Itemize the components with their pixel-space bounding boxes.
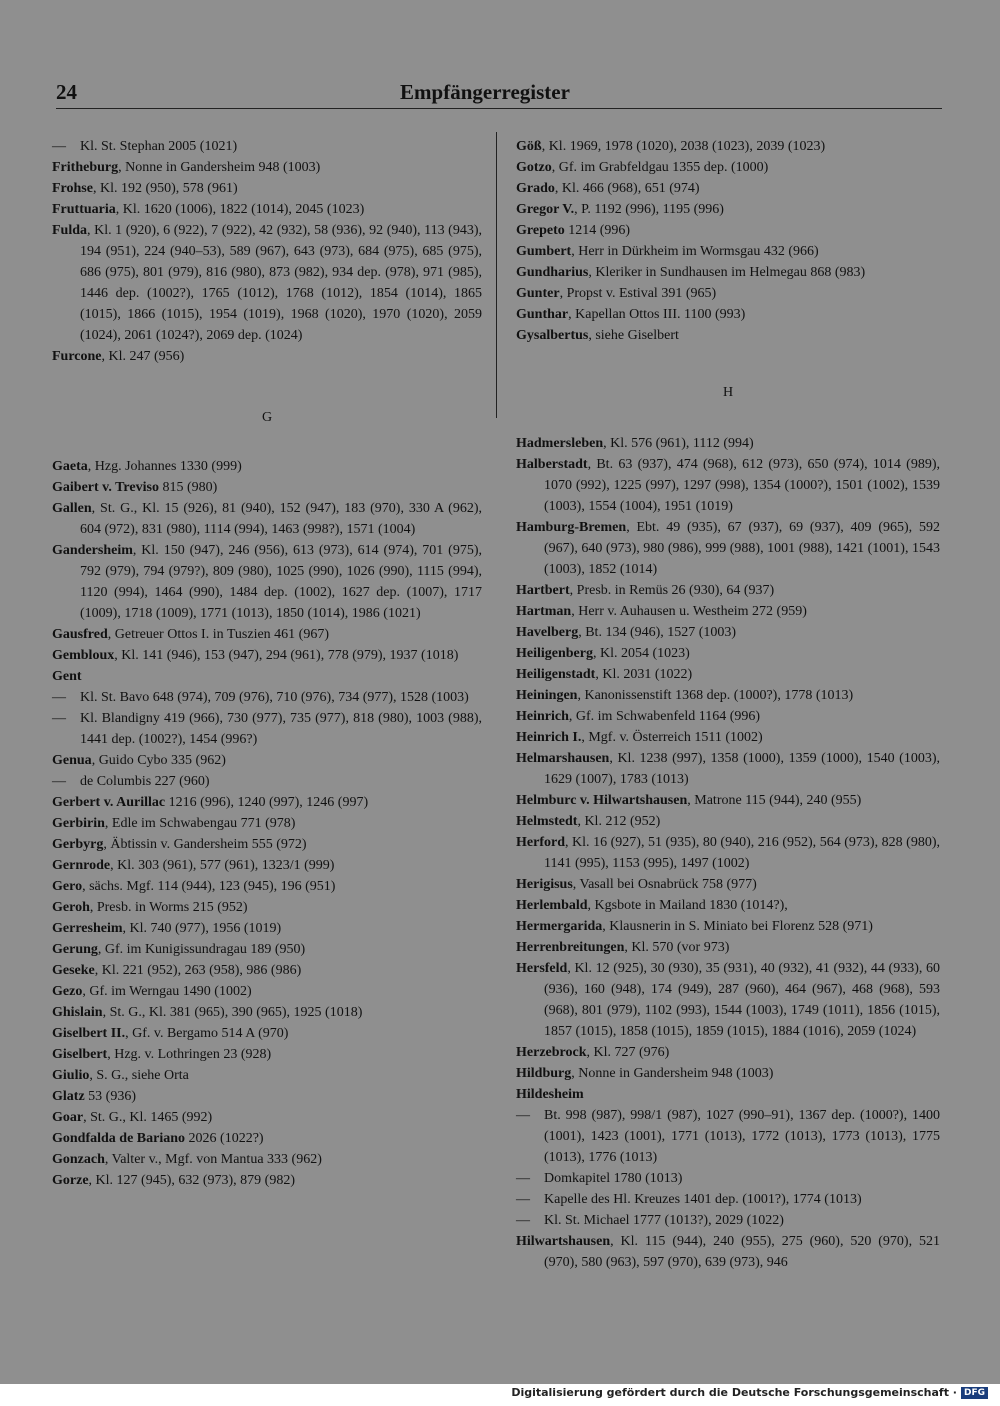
- entry-headword: Helmburc v. Hilwartshausen: [516, 793, 688, 808]
- entry-headword: Gunthar: [516, 307, 569, 322]
- entry-dash: —: [52, 139, 66, 154]
- entry-headword: Furcone: [52, 349, 102, 364]
- register-entry: [52, 981, 482, 1002]
- register-entry: [516, 220, 940, 241]
- entry-text: , St. G., Kl. 15 (926), 81 (940), 152 (947), 183 (970), 330 A (962), 604 (972), 831 (980), 1114 (994), 1463 (998?), 1571 (1004): [80, 501, 482, 537]
- entry-headword: Heinrich: [516, 709, 569, 724]
- register-entry: [516, 1084, 940, 1105]
- register-entry: [52, 960, 482, 981]
- entry-headword: Fruttuaria: [52, 202, 116, 217]
- entry-text: , Kl. 727 (976): [586, 1045, 670, 1060]
- entry-headword: Gunter: [516, 286, 560, 301]
- g-entries: [52, 456, 482, 1191]
- entry-headword: Hamburg-Bremen: [516, 520, 627, 535]
- entry-headword: Heinrich I.: [516, 730, 582, 745]
- entry-text: , Valter v., Mgf. von Mantua 333 (962): [104, 1152, 322, 1167]
- entry-headword: Hildesheim: [516, 1087, 584, 1102]
- register-entry: [52, 771, 482, 792]
- entry-text: 815 (980): [158, 480, 218, 495]
- entry-headword: Gernrode: [52, 858, 111, 873]
- entry-text: , Kl. 150 (947), 246 (956), 613 (973), 614 (974), 701 (975), 792 (979), 794 (979?), 809 (980), 1025 (990), 1026 (990), 1115 (994), 1120 (994), 1464 (990), 1484 dep. (1002), 1627 dep. (1007), 1717 (1009), 1718 (1009), 1771 (1013), 1850 (1014), 1986 (1021): [80, 543, 482, 621]
- entry-text: , Kl. 127 (945), 632 (973), 879 (982): [88, 1173, 296, 1188]
- page-title: Empfängerregister: [400, 80, 570, 104]
- right-column: [516, 136, 940, 1273]
- register-entry: [52, 1002, 482, 1023]
- entry-headword: Helmstedt: [516, 814, 578, 829]
- entry-text: , Äbtissin v. Gandersheim 555 (972): [103, 837, 307, 852]
- register-entry: [516, 643, 940, 664]
- entry-headword: Heiligenberg: [516, 646, 593, 661]
- entry-text: , Guido Cybo 335 (962): [91, 753, 226, 768]
- entry-headword: Goar: [52, 1110, 84, 1125]
- left-top-entries: [52, 136, 482, 367]
- entry-headword: Hartman: [516, 604, 572, 619]
- register-entry: [52, 1149, 482, 1170]
- entry-headword: Giselbert II.: [52, 1026, 126, 1041]
- register-entry: [52, 498, 482, 540]
- entry-text: , Kl. 466 (968), 651 (974): [554, 181, 700, 196]
- entry-text: , Kgsbote in Mailand 1830 (1014?),: [587, 898, 788, 913]
- register-entry: [516, 454, 940, 517]
- section-letter-h: H: [722, 385, 734, 400]
- register-entry: [52, 939, 482, 960]
- register-entry: [52, 1065, 482, 1086]
- entry-dash: —: [516, 1213, 530, 1228]
- entry-text: , Kl. 141 (946), 153 (947), 294 (961), 778 (979), 1937 (1018): [114, 648, 459, 663]
- entry-text: , Bt. 63 (937), 474 (968), 612 (973), 650 (974), 1014 (989), 1070 (992), 1225 (997), 1297 (998), 1354 (1000?), 1501 (1002), 1539 (1003), 1554 (1004), 1951 (1019): [544, 457, 940, 514]
- section-letter-g: G: [261, 410, 273, 425]
- entry-text: , Vasall bei Osnabrück 758 (977): [572, 877, 757, 892]
- register-entry: [516, 178, 940, 199]
- entry-text: , Kl. 115 (944), 240 (955), 275 (960), 520 (970), 521 (970), 580 (963), 597 (970), 639 (973), 946: [544, 1234, 940, 1270]
- register-entry: [516, 895, 940, 916]
- register-entry: [516, 1063, 940, 1084]
- entry-text: , Kl. 1620 (1006), 1822 (1014), 2045 (1023): [115, 202, 365, 217]
- register-entry: [52, 346, 482, 367]
- entry-headword: Herzebrock: [516, 1045, 587, 1060]
- entry-headword: Giulio: [52, 1068, 90, 1083]
- register-entry: [52, 645, 482, 666]
- entry-text: , Kl. 1238 (997), 1358 (1000), 1359 (1000), 1540 (1003), 1629 (1007), 1783 (1013): [544, 751, 940, 787]
- entry-headword: Grepeto: [516, 223, 565, 238]
- entry-text: , Hzg. Johannes 1330 (999): [87, 459, 242, 474]
- entry-headword: Giselbert: [52, 1047, 108, 1062]
- register-entry: [52, 477, 482, 498]
- register-entry: [516, 601, 940, 622]
- entry-text: , Kl. 12 (925), 30 (930), 35 (931), 40 (932), 41 (932), 44 (933), 60 (936), 160 (948), 174 (949), 287 (960), 464 (967), 468 (968), 593 (968), 801 (979), 1102 (993), 1544 (1003), 1749 (1011), 1856 (1015), 1857 (1015), 1858 (1015), 1859 (1015), 1884 (1016), 2059 (1024): [544, 961, 940, 1039]
- register-entry: [516, 304, 940, 325]
- h-entries: [516, 433, 940, 1273]
- entry-text: Domkapitel 1780 (1013): [544, 1171, 683, 1186]
- entry-text: , Kl. 192 (950), 578 (961): [92, 181, 238, 196]
- right-top-entries: [516, 136, 940, 346]
- register-entry: [52, 1086, 482, 1107]
- entry-headword: Gondfalda de Bariano: [52, 1131, 186, 1146]
- entry-text: , Kl. 303 (961), 577 (961), 1323/1 (999): [110, 858, 335, 873]
- entry-headword: Gregor V.: [516, 202, 575, 217]
- entry-headword: Hilwartshausen: [516, 1234, 611, 1249]
- entry-text: , St. G., Kl. 381 (965), 390 (965), 1925 (1018): [102, 1005, 363, 1020]
- entry-text: , Gf. v. Bergamo 514 A (970): [125, 1026, 289, 1041]
- entry-text: , Gf. im Werngau 1490 (1002): [82, 984, 252, 999]
- register-entry: [516, 1168, 940, 1189]
- entry-text: , Kl. 2031 (1022): [595, 667, 693, 682]
- entry-text: , St. G., Kl. 1465 (992): [83, 1110, 213, 1125]
- register-entry: [516, 916, 940, 937]
- entry-headword: Gotzo: [516, 160, 552, 175]
- header-rule: [56, 108, 942, 109]
- entry-dash: —: [516, 1192, 530, 1207]
- register-entry: [52, 813, 482, 834]
- entry-headword: Grado: [516, 181, 555, 196]
- entry-text: Kl. St. Bavo 648 (974), 709 (976), 710 (976), 734 (977), 1528 (1003): [80, 690, 469, 705]
- entry-dash: —: [52, 774, 66, 789]
- footer-text: Digitalisierung gefördert durch die Deutsche Forschungsgemeinschaft ·: [511, 1386, 957, 1399]
- page-number: 24: [56, 80, 77, 104]
- entry-text: , Kl. 212 (952): [577, 814, 661, 829]
- register-entry: [516, 622, 940, 643]
- entry-headword: Gorze: [52, 1173, 89, 1188]
- register-entry: [516, 664, 940, 685]
- entry-text: , Presb. in Remüs 26 (930), 64 (937): [569, 583, 775, 598]
- register-entry: [52, 1107, 482, 1128]
- entry-text: , Ebt. 49 (935), 67 (937), 69 (937), 409 (965), 592 (967), 640 (973), 980 (986), 999 (988), 1001 (988), 1421 (1001), 1543 (1003), 1852 (1014): [544, 520, 940, 577]
- entry-headword: Geroh: [52, 900, 90, 915]
- register-entry: [52, 1128, 482, 1149]
- register-entry: [516, 685, 940, 706]
- entry-headword: Hildburg: [516, 1066, 572, 1081]
- register-entry: [52, 855, 482, 876]
- register-entry: [516, 433, 940, 454]
- entry-text: , Hzg. v. Lothringen 23 (928): [107, 1047, 272, 1062]
- register-entry: [52, 876, 482, 897]
- entry-headword: Hadmersleben: [516, 436, 604, 451]
- entry-text: , Kl. 221 (952), 263 (958), 986 (986): [94, 963, 302, 978]
- register-entry: [52, 1170, 482, 1191]
- entry-text: , Getreuer Ottos I. in Tuszien 461 (967): [107, 627, 330, 642]
- register-entry: [516, 958, 940, 1042]
- entry-headword: Geseke: [52, 963, 95, 978]
- entry-headword: Hartbert: [516, 583, 570, 598]
- entry-headword: Helmarshausen: [516, 751, 610, 766]
- register-entry: [52, 1023, 482, 1044]
- entry-dash: —: [52, 711, 66, 726]
- footer-credit: [511, 1386, 988, 1399]
- entry-text: de Columbis 227 (960): [80, 774, 210, 789]
- entry-text: 2026 (1022?): [185, 1131, 264, 1146]
- entry-headword: Gaibert v. Treviso: [52, 480, 159, 495]
- entry-text: , P. 1192 (996), 1195 (996): [574, 202, 724, 217]
- register-entry: [516, 580, 940, 601]
- entry-headword: Herlembald: [516, 898, 588, 913]
- register-entry: [516, 199, 940, 220]
- entry-headword: Heiligenstadt: [516, 667, 596, 682]
- register-entry: [516, 811, 940, 832]
- register-entry: [52, 178, 482, 199]
- entry-text: Kl. St. Stephan 2005 (1021): [80, 139, 238, 154]
- register-entry: [52, 157, 482, 178]
- entry-headword: Gundharius: [516, 265, 589, 280]
- entry-dash: —: [52, 690, 66, 705]
- entry-text: , sächs. Mgf. 114 (944), 123 (945), 196 (951): [82, 879, 336, 894]
- entry-text: , Gf. im Kunigissundragau 189 (950): [97, 942, 306, 957]
- entry-text: , Nonne in Gandersheim 948 (1003): [571, 1066, 774, 1081]
- entry-headword: Gallen: [52, 501, 92, 516]
- register-entry: [516, 241, 940, 262]
- entry-headword: Ghislain: [52, 1005, 103, 1020]
- entry-text: Kl. St. Michael 1777 (1013?), 2029 (1022): [544, 1213, 784, 1228]
- entry-text: , Mgf. v. Österreich 1511 (1002): [581, 730, 763, 745]
- register-entry: [516, 832, 940, 874]
- entry-text: , Herr v. Auhausen u. Westheim 272 (959): [571, 604, 807, 619]
- entry-headword: Gysalbertus: [516, 328, 589, 343]
- entry-headword: Herigisus: [516, 877, 573, 892]
- entry-headword: Frohse: [52, 181, 93, 196]
- entry-headword: Herrenbreitungen: [516, 940, 625, 955]
- entry-text: 1214 (996): [564, 223, 631, 238]
- entry-text: , Kl. 576 (961), 1112 (994): [603, 436, 754, 451]
- entry-headword: Gezo: [52, 984, 83, 999]
- register-entry: [516, 157, 940, 178]
- entry-text: , Gf. im Schwabenfeld 1164 (996): [568, 709, 761, 724]
- register-entry: [52, 897, 482, 918]
- entry-text: , Klausnerin in S. Miniato bei Florenz 528 (971): [602, 919, 873, 934]
- entry-headword: Heiningen: [516, 688, 578, 703]
- register-entry: [516, 517, 940, 580]
- entry-headword: Halberstadt: [516, 457, 588, 472]
- register-entry: [516, 790, 940, 811]
- entry-text: , Kleriker in Sundhausen im Helmegau 868 (983): [588, 265, 866, 280]
- column-rule: [496, 132, 497, 418]
- register-entry: [52, 199, 482, 220]
- entry-headword: Gent: [52, 669, 82, 684]
- entry-text: , Kl. 570 (vor 973): [624, 940, 730, 955]
- entry-text: , Herr in Dürkheim im Wormsgau 432 (966): [571, 244, 819, 259]
- entry-headword: Havelberg: [516, 625, 579, 640]
- entry-headword: Gandersheim: [52, 543, 133, 558]
- entry-text: Bt. 998 (987), 998/1 (987), 1027 (990–91), 1367 dep. (1000?), 1400 (1001), 1423 (1001), 1771 (1013), 1772 (1013), 1773 (1013), 1775 (1013), 1776 (1013): [544, 1108, 940, 1165]
- entry-text: 1216 (996), 1240 (997), 1246 (997): [165, 795, 369, 810]
- entry-headword: Gerresheim: [52, 921, 123, 936]
- entry-text: , Gf. im Grabfeldgau 1355 dep. (1000): [551, 160, 769, 175]
- left-column: [52, 136, 482, 1191]
- register-entry: [516, 1042, 940, 1063]
- entry-text: , Presb. in Worms 215 (952): [89, 900, 248, 915]
- entry-text: , S. G., siehe Orta: [89, 1068, 189, 1083]
- register-entry: [52, 666, 482, 687]
- entry-headword: Gembloux: [52, 648, 115, 663]
- register-entry: [52, 750, 482, 771]
- register-entry: [516, 325, 940, 346]
- register-entry: [516, 262, 940, 283]
- entry-headword: Gerbyrg: [52, 837, 104, 852]
- entry-headword: Hersfeld: [516, 961, 568, 976]
- entry-text: , Kl. 247 (956): [101, 349, 185, 364]
- register-entry: [52, 918, 482, 939]
- entry-text: , Kl. 2054 (1023): [593, 646, 690, 661]
- register-entry: [516, 136, 940, 157]
- entry-headword: Gerung: [52, 942, 98, 957]
- register-entry: [516, 727, 940, 748]
- entry-headword: Gausfred: [52, 627, 108, 642]
- entry-headword: Göß: [516, 139, 542, 154]
- entry-text: , Matrone 115 (944), 240 (955): [687, 793, 862, 808]
- entry-headword: Herford: [516, 835, 565, 850]
- entry-headword: Fritheburg: [52, 160, 119, 175]
- register-entry: [516, 748, 940, 790]
- entry-headword: Glatz: [52, 1089, 85, 1104]
- register-entry: [52, 456, 482, 477]
- entry-headword: Genua: [52, 753, 92, 768]
- entry-dash: —: [516, 1108, 530, 1123]
- register-entry: [516, 1189, 940, 1210]
- entry-headword: Gonzach: [52, 1152, 105, 1167]
- register-entry: [52, 624, 482, 645]
- register-entry: [516, 283, 940, 304]
- entry-text: 53 (936): [84, 1089, 136, 1104]
- entry-text: , Bt. 134 (946), 1527 (1003): [578, 625, 737, 640]
- register-entry: [516, 874, 940, 895]
- register-entry: [516, 1231, 940, 1273]
- entry-text: Kapelle des Hl. Kreuzes 1401 dep. (1001?), 1774 (1013): [544, 1192, 862, 1207]
- register-entry: [516, 706, 940, 727]
- entry-headword: Hermergarida: [516, 919, 603, 934]
- entry-text: , siehe Giselbert: [588, 328, 679, 343]
- register-entry: [52, 792, 482, 813]
- entry-text: , Kl. 16 (927), 51 (935), 80 (940), 216 (952), 564 (973), 828 (980), 1141 (995), 1153 (995), 1497 (1002): [544, 835, 940, 871]
- entry-text: , Kanonissenstift 1368 dep. (1000?), 1778 (1013): [577, 688, 854, 703]
- entry-text: , Kl. 1 (920), 6 (922), 7 (922), 42 (932), 58 (936), 92 (940), 113 (943), 194 (951), 224 (940–53), 589 (967), 643 (973), 684 (975), 685 (975), 686 (975), 801 (979), 816 (980), 873 (982), 934 dep. (978), 971 (985), 1446 dep. (1002?), 1765 (1012), 1768 (1012), 1854 (1014), 1865 (1015), 1866 (1015), 1954 (1019), 1968 (1020), 1970 (1020), 2059 (1024), 2061 (1024?), 2069 dep. (1024): [80, 223, 482, 343]
- register-entry: [52, 834, 482, 855]
- entry-headword: Gerbert v. Aurillac: [52, 795, 166, 810]
- register-entry: [52, 687, 482, 708]
- entry-headword: Gumbert: [516, 244, 572, 259]
- entry-headword: Gerbirin: [52, 816, 105, 831]
- entry-text: , Nonne in Gandersheim 948 (1003): [118, 160, 321, 175]
- register-entry: [516, 1105, 940, 1168]
- register-entry: [516, 1210, 940, 1231]
- register-entry: [52, 220, 482, 346]
- register-entry: [52, 540, 482, 624]
- entry-text: , Propst v. Estival 391 (965): [559, 286, 717, 301]
- entry-text: , Edle im Schwabengau 771 (978): [104, 816, 296, 831]
- register-entry: [52, 136, 482, 157]
- entry-text: , Kapellan Ottos III. 1100 (993): [568, 307, 746, 322]
- entry-headword: Gero: [52, 879, 83, 894]
- entry-headword: Fulda: [52, 223, 88, 238]
- register-entry: [52, 1044, 482, 1065]
- register-entry: [516, 937, 940, 958]
- dfg-logo: DFG: [961, 1387, 988, 1399]
- entry-dash: —: [516, 1171, 530, 1186]
- entry-headword: Gaeta: [52, 459, 88, 474]
- entry-text: , Kl. 1969, 1978 (1020), 2038 (1023), 2039 (1023): [541, 139, 826, 154]
- entry-text: , Kl. 740 (977), 1956 (1019): [122, 921, 282, 936]
- register-entry: [52, 708, 482, 750]
- entry-text: Kl. Blandigny 419 (966), 730 (977), 735 (977), 818 (980), 1003 (988), 1441 dep. (1002?), 1454 (996?): [80, 711, 482, 747]
